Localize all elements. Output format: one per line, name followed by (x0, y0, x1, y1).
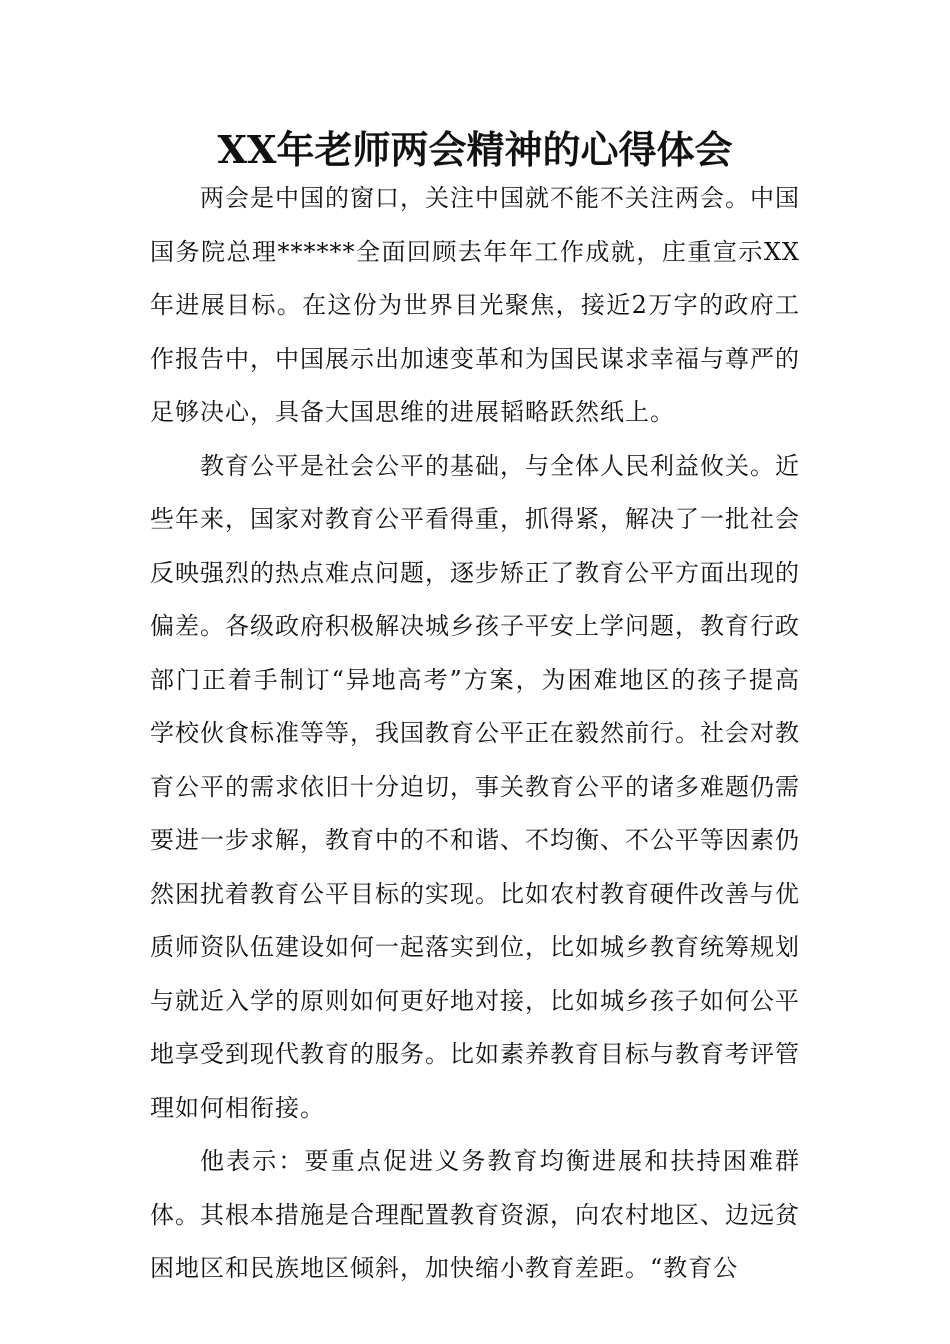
paragraph-1: 两会是中国的窗口，关注中国就不能不关注两会。中国国务院总理******全面回顾去年年工作成就，庄重宣示XX年进展目标。在这份为世界目光聚焦，接近2万字的政府工作报告中，中国展示出加速变革和为国民谋求幸福与尊严的足够决心，具备大国思维的进展韬略跃然纸上。 (150, 184, 800, 426)
document-body (150, 172, 800, 1296)
document-title: XX年老师两会精神的心得体会 (217, 127, 733, 172)
paragraph-3: 他表示：要重点促进义务教育均衡进展和扶持困难群体。其根本措施是合理配置教育资源，向农村地区、边远贫困地区和民族地区倾斜，加快缩小教育差距。“教育公 (150, 1147, 800, 1282)
paragraph-2: 教育公平是社会公平的基础，与全体人民利益攸关。近些年来，国家对教育公平看得重，抓得紧，解决了一批社会反映强烈的热点难点问题，逐步矫正了教育公平方面出现的偏差。各级政府积极解决城乡孩子平安上学问题，教育行政部门正着手制订“异地高考”方案，为困难地区的孩子提高学校伙食标准等等，我国教育公平正在毅然前行。社会对教育公平的需求依旧十分迫切，事关教育公平的诸多难题仍需要进一步求解，教育中的不和谐、不均衡、不公平等因素仍然困扰着教育公平目标的实现。比如农村教育硬件改善与优质师资队伍建设如何一起落实到位，比如城乡教育统筹规划与就近入学的原则如何更好地对接，比如城乡孩子如何公平地享受到现代教育的服务。比如素养教育目标与教育考评管理如何相衔接。 (150, 451, 800, 1122)
